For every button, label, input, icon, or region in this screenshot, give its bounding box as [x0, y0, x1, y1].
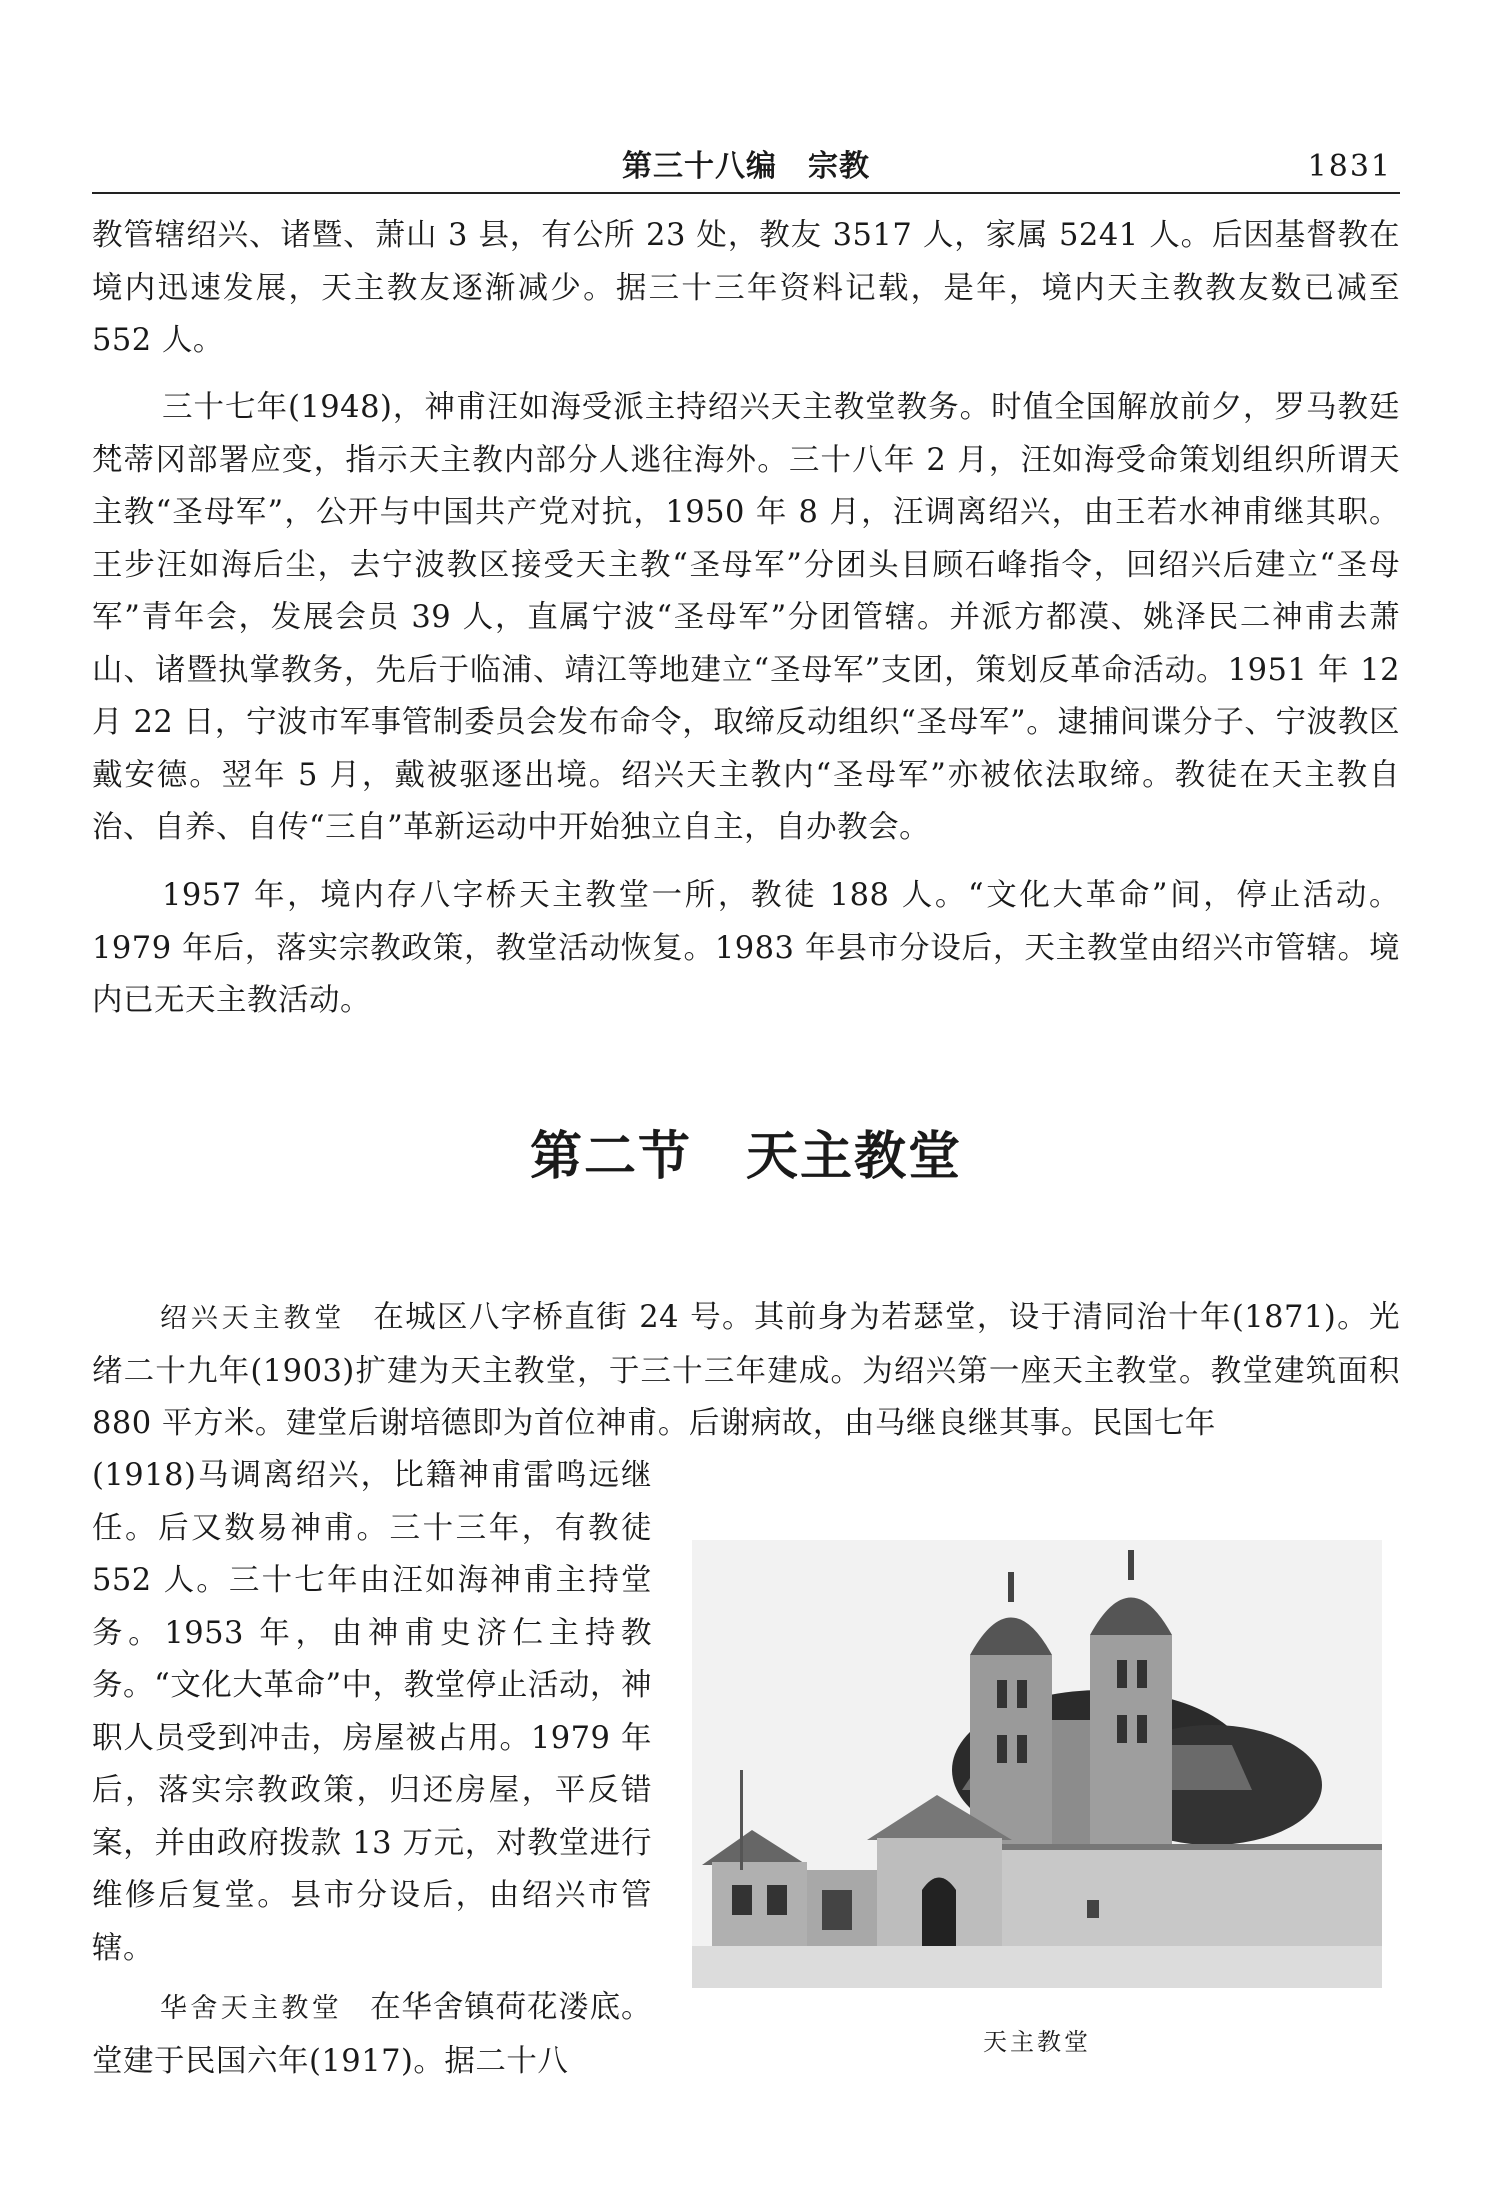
paragraph-2: 三十七年(1948)，神甫汪如海受派主持绍兴天主教堂教务。时值全国解放前夕，罗马教廷梵蒂冈部署应变，指示天主教内部分人逃往海外。三十八年 2 月，汪如海受命策划组织所谓天主教“圣母军”，公开与中国共产党对抗，1950 年 8 月，汪调离绍兴，由王若水神甫继其职。王步汪如海后尘，去宁波教区接受天主教“圣母军”分团头目顾石峰指令，回绍兴后建立“圣母军”青年会，发展会员 39 人，直属宁波“圣母军”分团管辖。并派方都漠、姚泽民二神甫去萧山、诸暨执掌教务，先后于临浦、靖江等地建立“圣母军”支团，策划反革命活动。1951 年 12 月 22 日，宁波市军事管制委员会发布命令，取缔反动组织“圣母军”。逮捕间谍分子、宁波教区戴安德。翌年 5 月，戴被驱逐出境。绍兴天主教内“圣母军”亦被依法取缔。教徒在天主教自治、自养、自传“三自”革新运动中开始独立自主，自办教会。 — [92, 390, 1400, 845]
entry-shaoxing-church — [92, 1292, 1400, 1451]
paragraph-3: 1957 年，境内存八字桥天主教堂一所，教徒 188 人。“文化大革命”间，停止活动。1979 年后，落实宗教政策，教堂活动恢复。1983 年县市分设后，天主教堂由绍兴市管辖。境内已无天主教活动。 — [92, 878, 1400, 1018]
header-rule — [92, 192, 1400, 194]
running-header — [92, 146, 1400, 188]
entry-name: 绍兴天主教堂 — [160, 1303, 346, 1334]
section-title: 第二节 天主教堂 — [529, 1126, 962, 1187]
entry-shaoxing-church-continued: (1918)马调离绍兴，比籍神甫雷鸣远继任。后又数易神甫。三十三年，有教徒 552 人。三十七年由汪如海神甫主持堂务。1953 年，由神甫史济仁主持教务。“文化大革命”中，教堂停止活动，神职人员受到冲击，房屋被占用。1979 年后，落实宗教政策，归还房屋，平反错案，并由政府拨款 13 万元，对教堂进行维修后复堂。县市分设后，由绍兴市管辖。 — [92, 1458, 652, 1966]
page-number: 1831 — [1307, 149, 1392, 184]
paragraph-1: 教管辖绍兴、诸暨、萧山 3 县，有公所 23 处，教友 3517 人，家属 5241 人。后因基督教在境内迅速发展，天主教友逐渐减少。据三十三年资料记载，是年，境内天主教教友数已减至 552 人。 — [92, 218, 1400, 358]
church-photo — [692, 1540, 1382, 1988]
entry-text: 在华舍镇荷花溇底。堂建于民国六年(1917)。据二十八 — [92, 1990, 653, 2079]
entry-text: 在城区八字桥直街 24 号。其前身为若瑟堂，设于清同治十年(1871)。光绪二十九年(1903)扩建为天主教堂，于三十三年建成。为绍兴第一座天主教堂。教堂建筑面积 880 平方米。建堂后谢培德即为首位神甫。后谢病故，由马继良继其事。民国七年 — [92, 1300, 1401, 1441]
header-title: 第三十八编 宗教 — [622, 149, 870, 184]
photo-caption: 天主教堂 — [983, 2028, 1091, 2056]
entry-huashe-church — [92, 1982, 652, 2088]
entry-name: 华舍天主教堂 — [160, 1993, 343, 2024]
